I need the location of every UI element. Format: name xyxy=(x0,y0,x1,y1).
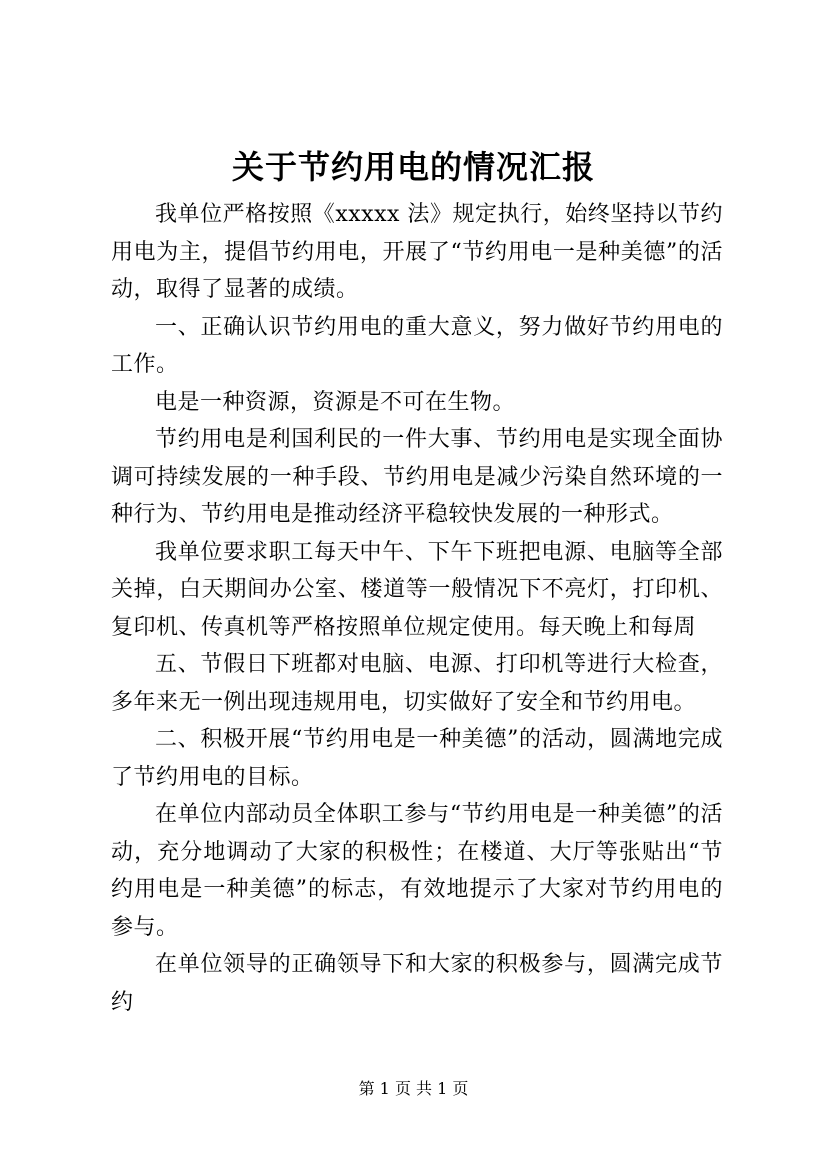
paragraph-6: 五、节假日下班都对电脑、电源、打印机等进行大检查，多年来无一例出现违规用电，切实做好了安全和节约用电。 xyxy=(111,652,723,715)
document-body xyxy=(111,196,723,1021)
paragraph-7: 二、积极开展“节约用电是一种美德”的活动，圆满地完成了节约用电的目标。 xyxy=(111,727,723,790)
page-footer: 第 1 页 共 1 页 xyxy=(358,1079,469,1098)
paragraph-3: 电是一种资源，资源是不可在生物。 xyxy=(155,389,516,415)
paragraph-4: 节约用电是利国利民的一件大事、节约用电是实现全面协调可持续发展的一种手段、节约用电是减少污染自然环境的一种行为、节约用电是推动经济平稳较快发展的一种形式。 xyxy=(111,427,723,527)
paragraph-1: 我单位严格按照《xxxxx 法》规定执行，始终坚持以节约用电为主，提倡节约用电，开展了“节约用电一是种美德”的活动，取得了显著的成绩。 xyxy=(111,202,723,302)
document-title: 关于节约用电的情况汇报 xyxy=(231,148,595,186)
paragraph-2: 一、正确认识节约用电的重大意义，努力做好节约用电的工作。 xyxy=(111,314,723,377)
paragraph-9: 在单位领导的正确领导下和大家的积极参与，圆满完成节约 xyxy=(111,952,723,1015)
paragraph-5: 我单位要求职工每天中午、下午下班把电源、电脑等全部关掉，白天期间办公室、楼道等一般情况下不亮灯，打印机、复印机、传真机等严格按照单位规定使用。每天晚上和每周 xyxy=(111,539,723,640)
paragraph-8: 在单位内部动员全体职工参与“节约用电是一种美德”的活动，充分地调动了大家的积极性；在楼道、大厅等张贴出“节约用电是一种美德”的标志，有效地提示了大家对节约用电的参与。 xyxy=(111,802,723,940)
